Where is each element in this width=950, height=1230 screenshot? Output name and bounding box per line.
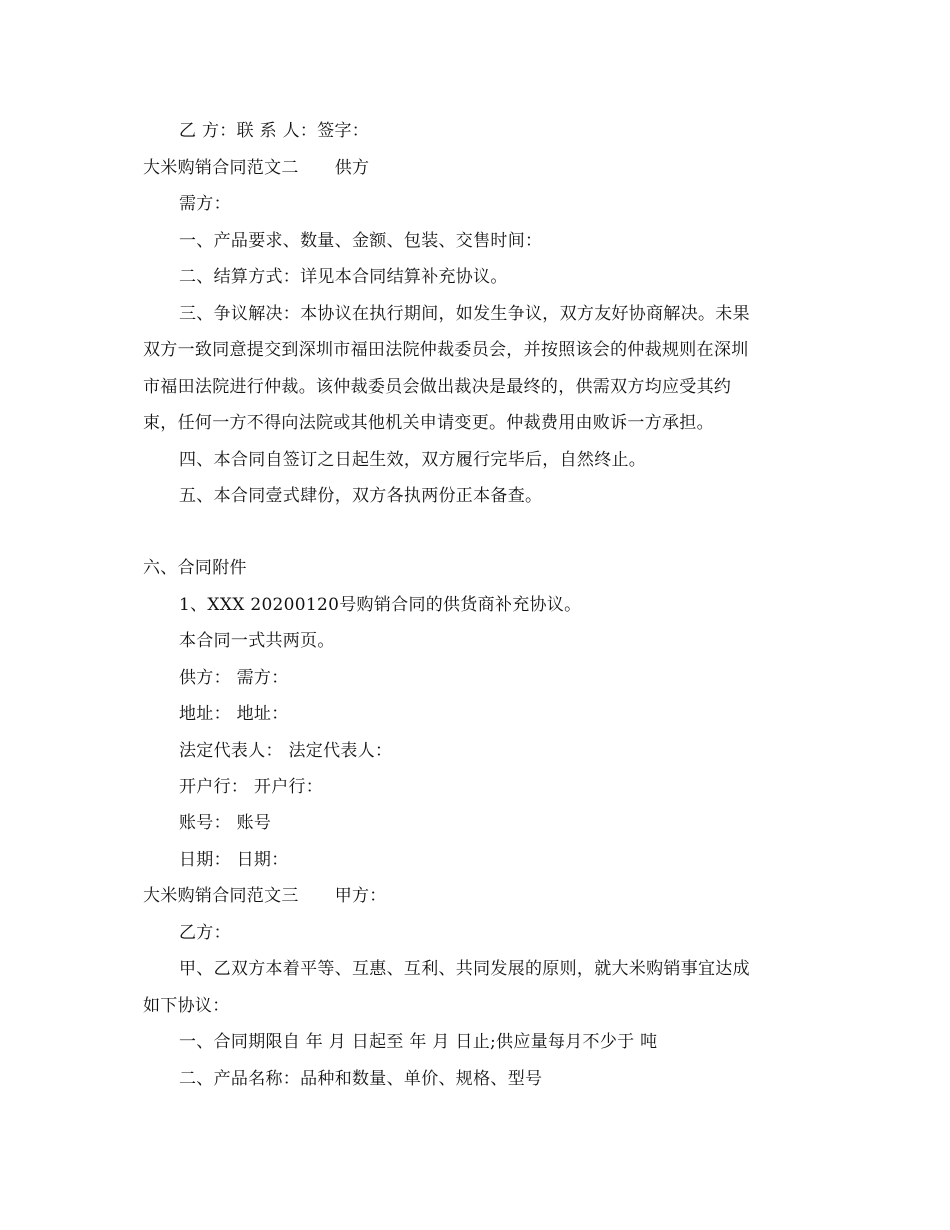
heading-title: 大米购销合同范文三 [143,886,299,906]
section-heading-sample-two [143,156,369,180]
attachment-item-1: 1、XXX 20200120号购销合同的供货商补充协议。 [179,595,582,615]
signature-supplier-buyer: 供方： 需方： [179,668,289,688]
heading-title: 大米购销合同范文二 [143,158,299,178]
signature-address: 地址： 地址： [179,704,289,724]
signature-bank: 开户行： 开户行： [179,777,324,797]
clause-settlement: 二、结算方式：详见本合同结算补充协议。 [179,267,508,287]
party-b-contact-line: 乙 方：联 系 人：签字： [179,121,370,141]
signature-account: 账号： 账号 [179,813,272,833]
clause-product-requirements: 一、产品要求、数量、金额、包装、交售时间： [179,231,543,251]
clause-copies: 五、本合同壹式肆份，双方各执两份正本备查。 [179,486,543,506]
clause-attachments: 六、合同附件 [143,558,247,578]
party-b-line: 乙方： [179,923,231,943]
heading-party: 甲方： [334,886,387,906]
page-count-note: 本合同一式共两页。 [179,631,335,651]
clause-effective: 四、本合同自签订之日起生效，双方履行完毕后，自然终止。 [179,450,647,470]
clause-term: 一、合同期限自 年 月 日起至 年 月 日止;供应量每月不少于 吨 [179,1032,658,1052]
clause-dispute-line-2: 双方一致同意提交到深圳市福田法院仲裁委员会，并按照该会的仲裁规则在深圳 [143,340,749,360]
clause-product-name: 二、产品名称：品种和数量、单价、规格、型号 [179,1069,543,1089]
clause-dispute-line-3: 市福田法院进行仲裁。该仲裁委员会做出裁决是最终的，供需双方均应受其约 [143,377,732,397]
section-heading-sample-three [143,884,387,908]
preamble-line-2: 如下协议： [143,996,230,1016]
clause-dispute-line-1: 三、争议解决：本协议在执行期间，如发生争议，双方友好协商解决。未果 [179,304,750,324]
preamble-line-1: 甲、乙双方本着平等、互惠、互利、共同发展的原则，就大米购销事宜达成 [179,959,750,979]
heading-party: 供方 [334,158,370,178]
buyer-line: 需方： [179,194,231,214]
clause-dispute-line-4: 束，任何一方不得向法院或其他机关申请变更。仲裁费用由败诉一方承担。 [143,413,714,433]
signature-legal-rep: 法定代表人： 法定代表人： [179,741,393,761]
signature-date: 日期： 日期： [179,850,289,870]
